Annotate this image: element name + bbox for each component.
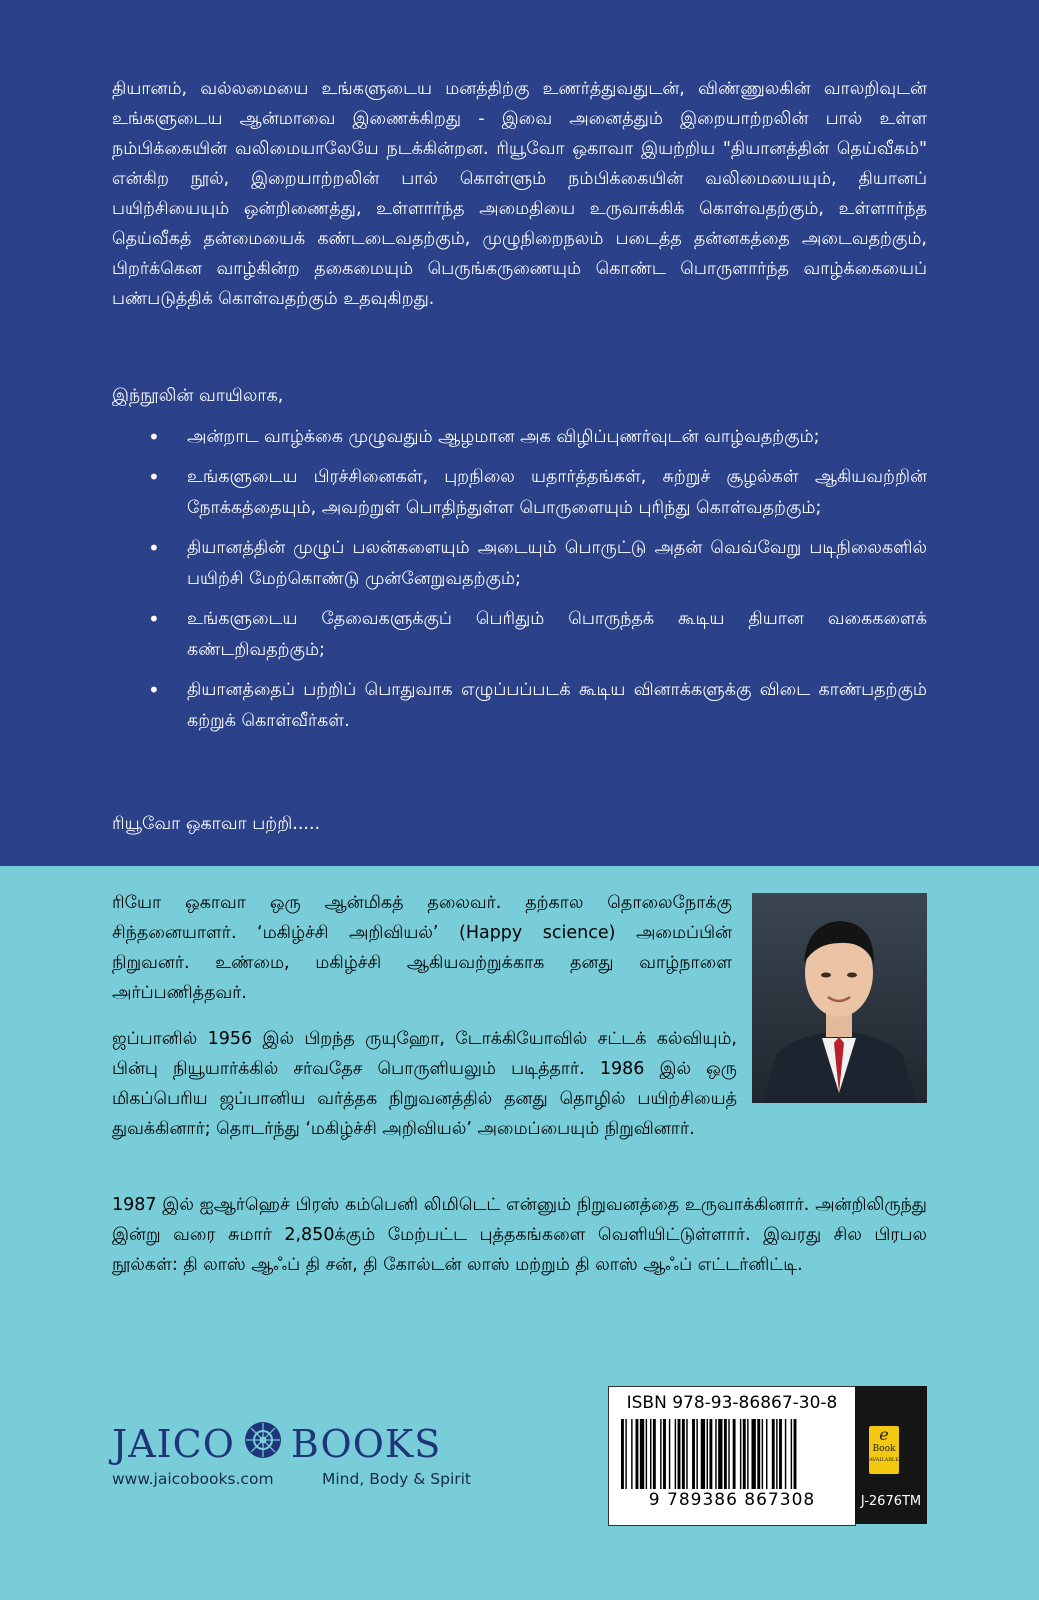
publisher-name-right: BOOKS [290, 1422, 442, 1466]
ebook-available-badge: e Book AVAILABLE [869, 1426, 899, 1474]
catalog-code: J-2676TM [860, 1494, 922, 1509]
publisher-name-left: JAICO [112, 1422, 235, 1466]
bio-paragraph-1: ரியோ ஒகாவா ஒரு ஆன்மிகத் தலைவர். தற்கால தொலைநோக்கு சிந்தனையாளர். ‘மகிழ்ச்சி அறிவியல்’ (Happy science) அமைப்பின் நிறுவனர். உண்மை, மகிழ்ச்சி ஆகியவற்றுக்காக தனது வாழ்நாளை அர்ப்பணித்தவர். [112, 893, 732, 1003]
barcode-digits: 9 789386 867308 [648, 1490, 816, 1510]
bio-paragraph-2: ஜப்பானில் 1956 இல் பிறந்த ருயுஹோ, டோக்கியோவில் சட்டக் கல்வியும், பின்பு நியூயார்க்கில் சர்வதேச பொருளியலும் படித்தார். 1986 இல் ஒரு மிகப்பெரிய ஜப்பானிய வர்த்தக நிறுவனத்தில் தனது தொழில் பயிற்சியைத் துவக்கினார்; தொடர்ந்து ‘மகிழ்ச்சி அறிவியல்’ அமைப்பையும் நிறுவினார். [112, 1029, 737, 1139]
list-item: • உங்களுடைய தேவைகளுக்குப் பெரிதும் பொருந்தக் கூடிய தியான வகைகளைக் கண்டறிவதற்கும்; [112, 604, 927, 666]
list-item: • அன்றாட வாழ்க்கை முழுவதும் ஆழமான அக விழிப்புணர்வுடன் வாழ்வதற்கும்; [112, 422, 927, 453]
about-author-heading: ரியூவோ ஒகாவா பற்றி..... [112, 814, 321, 834]
list-item: • தியானத்தின் முழுப் பலன்களையும் அடையும் பொருட்டு அதன் வெவ்வேறு படிநிலைகளில் பயிற்சி மேற்கொண்டு முன்னேறுவதற்கும்; [112, 533, 927, 595]
isbn-barcode [608, 1386, 856, 1526]
publisher-logo [112, 1420, 441, 1468]
list-item: • தியானத்தைப் பற்றிப் பொதுவாக எழுப்பப்படக் கூடிய வினாக்களுக்கு விடை காண்பதற்கும் கற்றுக் கொள்வீர்கள். [112, 675, 927, 737]
isbn-number: ISBN 978-93-86867-30-8 [626, 1393, 838, 1413]
author-photo [752, 893, 927, 1103]
author-portrait-image [752, 893, 927, 1103]
list-lead: இந்நூலின் வாயிலாக, [112, 386, 284, 406]
benefit-list [112, 422, 927, 746]
wheel-emblem-icon [243, 1420, 283, 1469]
bullet-icon: • [148, 678, 160, 702]
bio-paragraph-3: 1987 இல் ஐஆர்ஹெச் பிரஸ் கம்பெனி லிமிடெட் என்னும் நிறுவனத்தை உருவாக்கினார். அன்றிலிருந்து இன்று வரை சுமார் 2,850க்கும் மேற்பட்ட புத்தகங்களை வெளியிட்டுள்ளார். இவரது சில பிரபல நூல்கள்: தி லாஸ் ஆஃப் தி சன், தி கோல்டன் லாஸ் மற்றும் தி லாஸ் ஆஃப் எட்டர்னிட்டி. [112, 1195, 927, 1275]
bullet-icon: • [148, 465, 160, 489]
bullet-icon: • [148, 425, 160, 449]
book-category: Mind, Body & Spirit [322, 1470, 472, 1488]
ebook-panel [855, 1386, 927, 1524]
list-item: • உங்களுடைய பிரச்சினைகள், புறநிலை யதார்த்தங்கள், சுற்றுச் சூழல்கள் ஆகியவற்றின் நோக்கத்தையும், அவற்றுள் பொதிந்துள்ள பொருளையும் புரிந்து கொள்வதற்கும்; [112, 462, 927, 524]
publisher-website: www.jaicobooks.com [112, 1470, 274, 1488]
bullet-icon: • [148, 607, 160, 631]
intro-paragraph: தியானம், வல்லமையை உங்களுடைய மனத்திற்கு உணர்த்துவதுடன், விண்ணுலகின் வாலறிவுடன் உங்களுடைய ஆன்மாவை இணைக்கிறது - இவை அனைத்தும் இறையாற்றலின் பால் உள்ள நம்பிக்கையின் வலிமையாலேயே நடக்கின்றன. ரியூவோ ஒகாவா இயற்றிய "தியானத்தின் தெய்வீகம்" என்கிற நூல், இறையாற்றலின் பால் கொள்ளும் நம்பிக்கையின் வலிமையையும், தியானப் பயிற்சியையும் ஒன்றிணைத்து, உள்ளார்ந்த அமைதியை உருவாக்கிக் கொள்வதற்கும், உள்ளார்ந்த தெய்வீகத் தன்மையைக் கண்டடைவதற்கும், முழுநிறைநலம் படைத்த தன்னகத்தை அடைவதற்கும், பிறர்க்கென வாழ்கின்ற தகைமையும் பெருங்கருணையும் கொண்ட பொருளார்ந்த வாழ்க்கையைப் பண்படுத்திக் கொள்வதற்கும் உதவுகிறது. [112, 79, 927, 309]
bullet-icon: • [148, 536, 160, 560]
barcode-image [621, 1419, 843, 1489]
